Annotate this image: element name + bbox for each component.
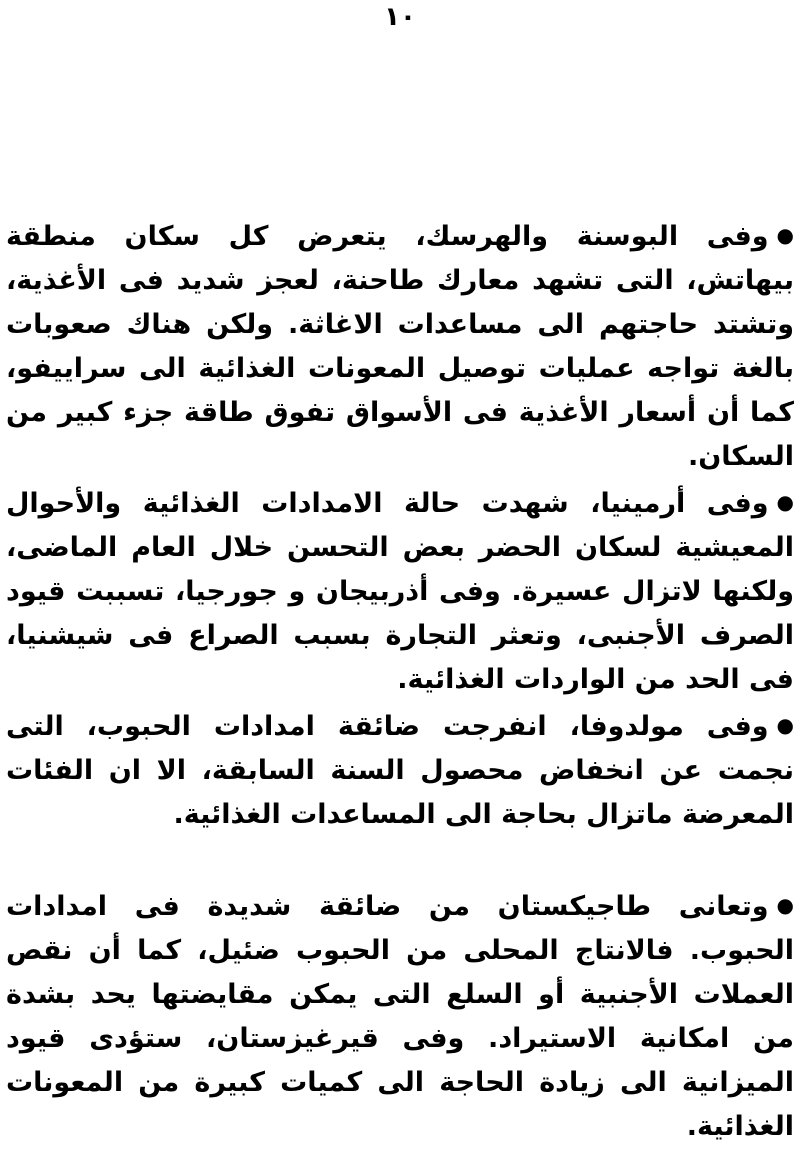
paragraph-tajikistan bbox=[6, 883, 794, 1149]
bullet-icon: ● bbox=[776, 223, 794, 247]
paragraph-text: وتعانى طاجيكستان من ضائقة شديدة فى امدادات الحبوب. فالانتاج المحلى من الحبوب ضئيل، كما أن نقص العملات الأجنبية أو السلع التى يمكن مقايضتها يحد بشدة من امكانية الاستيراد. وفى قيرغيزستان، ستؤدى قيود الميزانية الى زيادة الحاجة الى كميات كبيرة من المعونات الغذائية. bbox=[6, 891, 794, 1142]
bullet-icon: ● bbox=[776, 490, 794, 514]
bullet-icon: ● bbox=[776, 713, 794, 737]
paragraph-text: وفى البوسنة والهرسك، يتعرض كل سكان منطقة بيهاتش، التى تشهد معارك طاحنة، لعجز شديد فى الأغذية، وتشتد حاجتهم الى مساعدات الاغاثة. ولكن هناك صعوبات بالغة تواجه عمليات توصيل المعونات الغذائية الى سراييفو، كما أن أسعار الأغذية فى الأسواق تفوق طاقة جزء كبير من السكان. bbox=[6, 221, 794, 472]
bullet-icon: ● bbox=[776, 893, 794, 917]
paragraph-moldova bbox=[6, 703, 794, 837]
paragraph-text: وفى أرمينيا، شهدت حالة الامدادات الغذائية والأحوال المعيشية لسكان الحضر بعض التحسن خلال العام الماضى، ولكنها لاتزال عسيرة. وفى أذربيجان و جورجيا، تسببت قيود الصرف الأجنبى، وتعثر التجارة بسبب الصراع فى شيشنيا، فى الحد من الواردات الغذائية. bbox=[6, 488, 794, 695]
page-number: ١٠ bbox=[384, 2, 416, 32]
paragraph-bosnia bbox=[6, 213, 794, 479]
paragraph-text: وفى مولدوفا، انفرجت ضائقة امدادات الحبوب، التى نجمت عن انخفاض محصول السنة السابقة، الا ان الفئات المعرضة ماتزال بحاجة الى المساعدات الغذائية. bbox=[6, 711, 794, 830]
paragraph-armenia bbox=[6, 480, 794, 702]
